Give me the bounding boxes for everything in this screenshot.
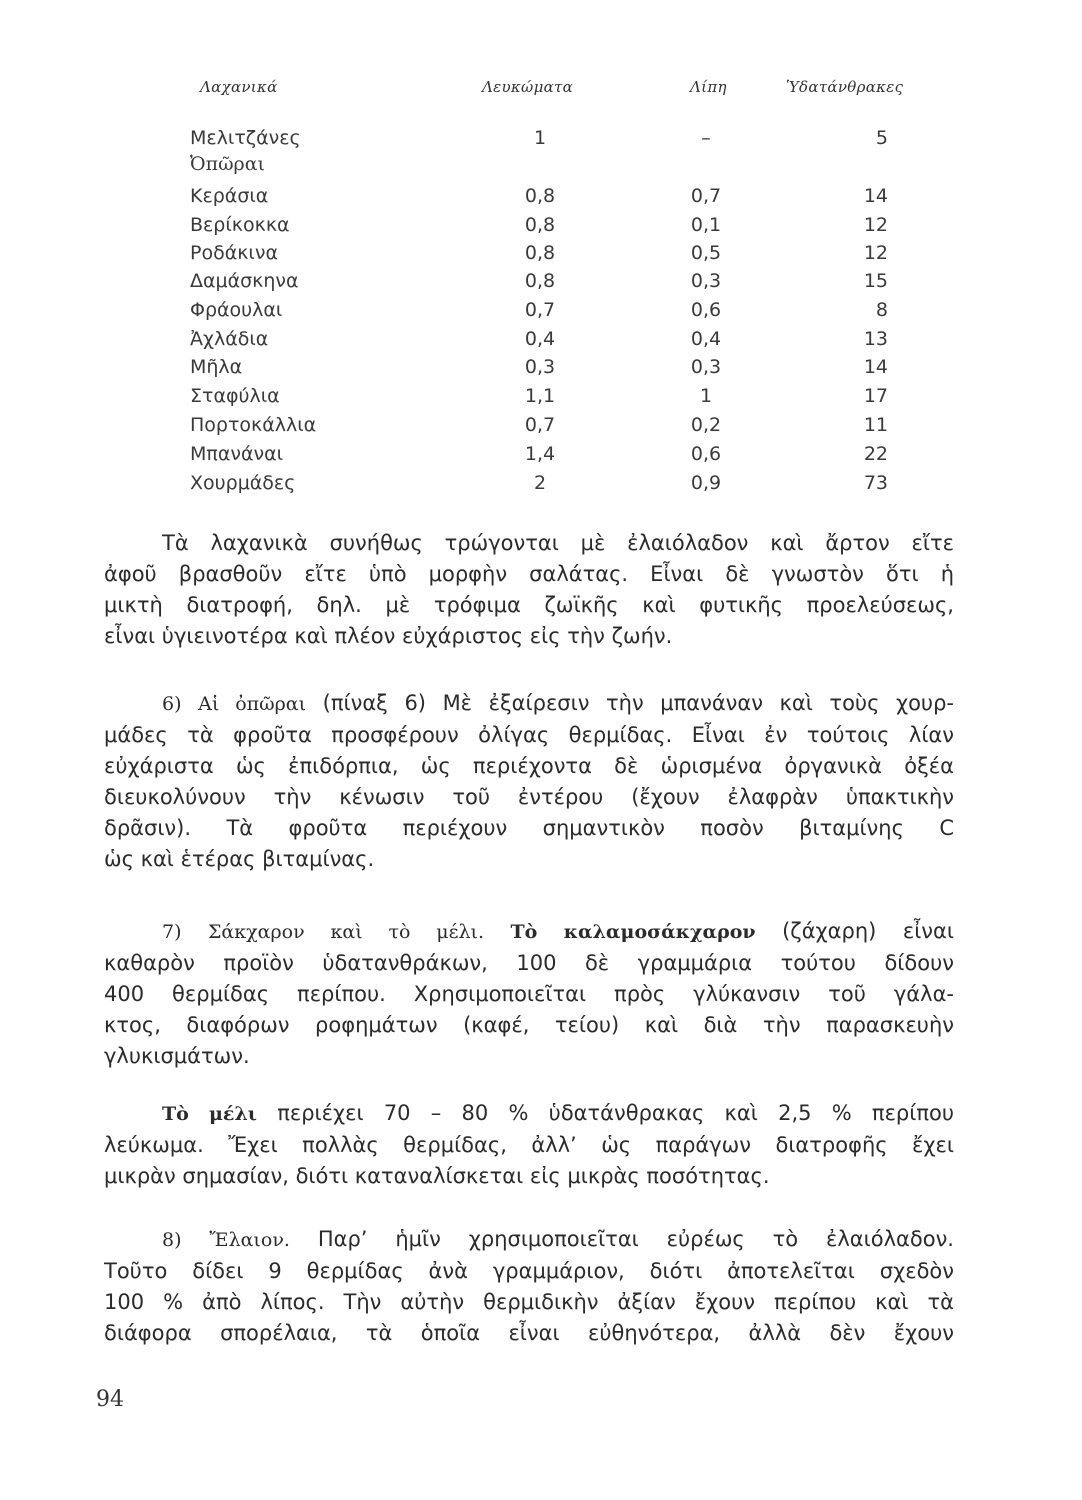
table-row (0, 268, 1082, 294)
protein-value: 0,8 (524, 214, 556, 236)
text-line: μικτὴ διατροφή, δηλ. μὲ τρόφιμα ζωϊκῆς καὶ φυτικῆς προελεύσεως, (104, 593, 954, 617)
text-line: μάδες τὰ φροῦτα προσφέρουν ὀλίγας θερμίδας. Εἶναι ἐν τούτοις λίαν (104, 723, 954, 747)
carbs-value: 14 (863, 356, 888, 378)
fat-value: 1 (699, 385, 713, 407)
protein-value: 0,8 (524, 270, 556, 292)
fat-value: 0,1 (690, 214, 722, 236)
fat-value: 0,4 (690, 328, 722, 350)
text-run: περιέχει 70 – 80 % ὑδατάνθρακας καὶ 2,5 % περίπου (277, 1101, 954, 1125)
fat-value: – (701, 127, 711, 149)
food-name: Μελιτζάνες (190, 127, 301, 149)
table-row (0, 354, 1082, 380)
table-row (0, 183, 1082, 209)
food-name: Ἀχλάδια (190, 328, 269, 350)
food-name: Πορτοκάλλια (190, 414, 317, 436)
text-line: διάφορα σπορέλαια, τὰ ὁποῖα εἶναι εὐθηνότερα, ἀλλὰ δὲν ἔχουν (104, 1321, 954, 1345)
text-line: 400 θερμίδας περίπου. Χρησιμοποιεῖται πρὸς γλύκανσιν τοῦ γάλα- (104, 982, 954, 1006)
section-sugar-honey (104, 916, 954, 1072)
carbs-value: 5 (875, 127, 888, 149)
text-run: (ζάχαρη) εἶναι (782, 919, 954, 943)
text-line: διευκολύνουν τὴν κένωσιν τοῦ ἐντέρου (ἔχουν ἐλαφρὰν ὑπακτικὴν (104, 785, 954, 809)
fat-value: 0,3 (690, 356, 722, 378)
text-line (104, 916, 954, 948)
table-row (0, 297, 1082, 323)
carbs-value: 8 (875, 299, 888, 321)
text-line (104, 1098, 954, 1130)
text-line: μικρὰν σημασίαν, διότι καταναλίσκεται εἰς μικρὰς ποσότητας. (104, 1164, 770, 1188)
protein-value: 0,3 (524, 356, 556, 378)
fat-value: 0,9 (690, 472, 722, 494)
header-carbs: Ὑδατάνθρακες (786, 78, 904, 96)
text-line (104, 688, 954, 720)
table-row (0, 412, 1082, 438)
table-row (0, 326, 1082, 352)
text-line: γλυκισμάτων. (104, 1044, 250, 1068)
table-row (0, 240, 1082, 266)
fat-value: 0,6 (690, 443, 722, 465)
text-line: καθαρὸν προϊὸν ὑδατανθράκων, 100 δὲ γραμμάρια τούτου δίδουν (104, 951, 954, 975)
food-name: Χουρμάδες (190, 472, 296, 494)
table-row (0, 125, 1082, 151)
food-name: Μπανάναι (190, 443, 284, 465)
food-name: Ροδάκινα (190, 242, 278, 264)
text-line: 100 % ἀπὸ λίπος. Τὴν αὐτὴν θερμιδικὴν ἀξίαν ἔχουν περίπου καὶ τὰ (104, 1290, 954, 1314)
text-line: Τοῦτο δίδει 9 θερμίδας ἀνὰ γραμμάριον, διότι ἀποτελεῖται σχεδὸν (104, 1259, 954, 1283)
protein-value: 2 (533, 472, 547, 494)
food-name: Δαμάσκηνα (190, 270, 299, 292)
food-name: Βερίκοκκα (190, 214, 290, 236)
protein-value: 0,4 (524, 328, 556, 350)
section-number: 8) (162, 1229, 182, 1251)
fat-value: 0,5 (690, 242, 722, 264)
fat-value: 0,7 (690, 185, 722, 207)
header-fat: Λίπη (690, 78, 727, 96)
text-line: εἶναι ὑγιεινοτέρα καὶ πλέον εὐχάριστος εἰς τὴν ζωήν. (104, 624, 673, 648)
protein-value: 0,7 (524, 414, 556, 436)
text-line: Τὰ λαχανικὰ συνήθως τρώγονται μὲ ἐλαιόλαδον καὶ ἄρτον εἴτε (162, 531, 954, 555)
table-row (0, 441, 1082, 467)
carbs-value: 17 (863, 385, 888, 407)
text-line: ἀφοῦ βρασθοῦν εἴτε ὑπὸ μορφὴν σαλάτας. Εἶναι δὲ γνωστὸν ὅτι ἡ (104, 562, 954, 586)
carbs-value: 13 (863, 328, 888, 350)
protein-value: 0,8 (524, 185, 556, 207)
section-oil (104, 1224, 954, 1349)
food-name: Μῆλα (190, 356, 243, 378)
protein-value: 1,1 (524, 385, 556, 407)
text-line: δρᾶσιν). Τὰ φροῦτα περιέχουν σημαντικὸν ποσὸν βιταμίνης C (104, 816, 954, 840)
section-title: Σάκχαρον καὶ τὸ μέλι. (208, 921, 485, 943)
food-group-name: Ὀπῶραι (190, 153, 266, 175)
section-number: 7) (162, 921, 182, 943)
text-run: (πίναξ 6) Μὲ ἐξαίρεσιν τὴν μπανάναν καὶ τοὺς χουρ- (322, 691, 954, 715)
table-row (0, 212, 1082, 238)
carbs-value: 14 (863, 185, 888, 207)
paragraph-honey (104, 1098, 954, 1192)
text-line: λεύκωμα. Ἔχει πολλὰς θερμίδας, ἀλλ’ ὡς παράγων διατροφῆς ἔχει (104, 1133, 954, 1157)
table-row (0, 151, 1082, 177)
text-line: κτος, διαφόρων ροφημάτων (καφέ, τείου) καὶ διὰ τὴν παρασκευὴν (104, 1013, 954, 1037)
fat-value: 0,6 (690, 299, 722, 321)
section-title: Ἔλαιον. (209, 1229, 290, 1251)
carbs-value: 11 (863, 414, 888, 436)
fat-value: 0,3 (690, 270, 722, 292)
carbs-value: 12 (863, 214, 888, 236)
food-name: Κεράσια (190, 185, 269, 207)
term-honey: Τὸ μέλι (162, 1103, 257, 1125)
section-fruits (104, 688, 954, 875)
carbs-value: 15 (863, 270, 888, 292)
table-row (0, 383, 1082, 409)
header-protein: Λευκώματα (482, 78, 574, 96)
text-line: εὐχάριστα ὡς ἐπιδόρπια, ὡς περιέχοντα δὲ ὡρισμένα ὀργανικὰ ὀξέα (104, 754, 954, 778)
paragraph-vegetables (104, 528, 954, 652)
carbs-value: 73 (863, 472, 888, 494)
term-cane-sugar: Τὸ καλαμοσάκχαρον (510, 921, 756, 943)
food-name: Σταφύλια (190, 385, 280, 407)
protein-value: 1,4 (524, 443, 556, 465)
text-line: ὡς καὶ ἑτέρας βιταμίνας. (104, 847, 375, 871)
protein-value: 0,7 (524, 299, 556, 321)
section-number: 6) (162, 693, 182, 715)
food-name: Φράουλαι (190, 299, 283, 321)
carbs-value: 22 (863, 443, 888, 465)
text-run: Παρ’ ἡμῖν χρησιμοποιεῖται εὐρέως τὸ ἐλαιόλαδον. (317, 1227, 954, 1251)
fat-value: 0,2 (690, 414, 722, 436)
header-food: Λαχανικά (200, 78, 278, 96)
protein-value: 0,8 (524, 242, 556, 264)
page-number: 94 (96, 1387, 124, 1412)
table-row (0, 470, 1082, 496)
carbs-value: 12 (863, 242, 888, 264)
text-line (104, 1224, 954, 1256)
protein-value: 1 (533, 127, 547, 149)
section-title: Αἱ ὀπῶραι (198, 693, 307, 715)
